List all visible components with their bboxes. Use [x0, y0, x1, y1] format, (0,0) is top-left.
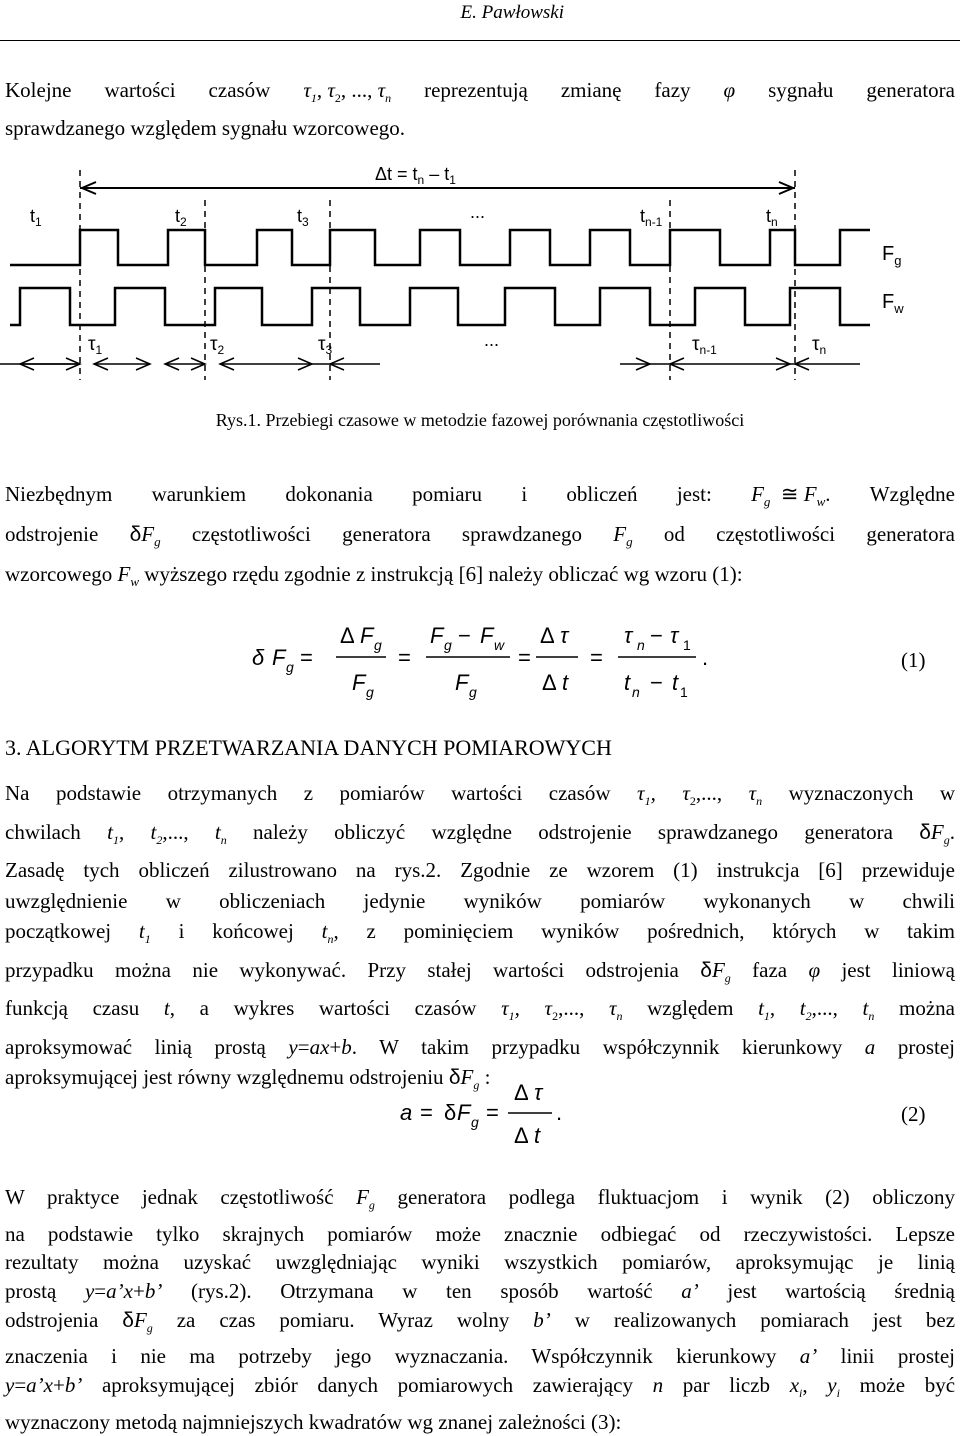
svg-text:g: g: [366, 684, 374, 700]
body2-line-1: W praktyce jednak częstotliwość $F_g$ generatora podlega fluktuacjom i wynik (2) obliczony: [5, 1185, 955, 1213]
svg-text:a: a: [400, 1100, 413, 1125]
svg-text:τ: τ: [534, 1080, 543, 1105]
intro-line-2: sprawdzanego względem sygnału wzorcowego.: [5, 116, 406, 141]
svg-text:F: F: [457, 1100, 471, 1125]
svg-text:Δ: Δ: [542, 670, 557, 695]
equation-1-number: (1): [901, 648, 926, 672]
svg-text:F: F: [360, 623, 374, 648]
svg-text:τ: τ: [624, 623, 633, 648]
svg-text:F: F: [352, 670, 366, 695]
svg-text:−: −: [458, 623, 471, 648]
t-ellipsis: ...: [470, 202, 486, 222]
svg-text:.: .: [702, 645, 709, 670]
body2-line-8: wyznaczony metodą najmniejszych kwadratów wg znanej zależności (3):: [5, 1409, 622, 1434]
svg-text:t: t: [562, 670, 569, 695]
svg-text:t: t: [534, 1123, 541, 1148]
body-paragraph-1: [5, 778, 955, 1101]
tau2-label: $\tau_2$: [210, 334, 225, 357]
body1-line-4: uwzględnienie w obliczeniach jedynie wyników pomiarów wykonanych w chwili: [5, 888, 955, 913]
svg-text:Δ: Δ: [540, 623, 555, 648]
timing-diagram: [0, 160, 960, 400]
tau-ellipsis: ...: [484, 330, 500, 350]
body2-line-3: rezultaty można uzyskać uwzględniając wyniki wszystkich pomiarów, aproksymując je linią: [5, 1250, 955, 1275]
svg-text:F: F: [455, 670, 469, 695]
equation-2-number: (2): [901, 1102, 926, 1126]
svg-text:g: g: [286, 659, 294, 675]
body1-line-3: Zasadę tych obliczeń zilustrowano na rys.2. Zgodnie ze wzorem (1) instrukcja [6] przewiduje: [5, 858, 955, 883]
svg-text:Δ: Δ: [514, 1123, 529, 1148]
svg-text:g: g: [374, 637, 382, 653]
svg-text:n: n: [632, 684, 640, 700]
header-author: E. Pawłowski: [460, 2, 564, 23]
fw-label: $F_w$: [882, 291, 904, 316]
t2-label: $t_2$: [175, 206, 187, 229]
svg-text:τ: τ: [560, 623, 569, 648]
body1-line-7: funkcją czasu t, a wykres wartości czasów $\tau_1$, $\tau_2$,..., $\tau_n$ względem $t_1$, $t_2$,..., $t_n$ można: [5, 996, 955, 1024]
svg-text:F: F: [272, 645, 286, 670]
svg-text:−: −: [650, 670, 663, 695]
section-title: 3. ALGORYTM PRZETWARZANIA DANYCH POMIAROWYCH: [5, 735, 612, 760]
svg-text:=: =: [420, 1100, 433, 1125]
body1-line-1: Na podstawie otrzymanych z pomiarów wartości czasów $\tau_1$, $\tau_2$,..., $\tau_n$ wyznaczonych w: [5, 781, 956, 809]
svg-text:1: 1: [680, 684, 688, 700]
t3-label: $t_3$: [297, 206, 309, 229]
body2-line-5: odstrojenia $\delta F_g$ za czas pomiaru. Wyraz wolny b’ w realizowanych pomiarach jest bez: [5, 1307, 956, 1335]
svg-text:F: F: [480, 623, 494, 648]
svg-text:w: w: [494, 637, 505, 653]
body1-line-6: przypadku można nie wykonywać. Przy stałej wartości odstrojenia $\delta F_g$ faza φ jest liniową: [5, 957, 955, 985]
body2-line-4: prostą y=a’x+b’ (rys.2). Otrzymana w ten sposób wartość a’ jest wartością średnią: [5, 1278, 955, 1303]
taun-label: $\tau_n$: [812, 334, 827, 357]
condition-paragraph: [5, 478, 955, 599]
svg-text:δ: δ: [252, 645, 265, 670]
svg-text:Δ: Δ: [514, 1080, 529, 1105]
svg-text:−: −: [650, 623, 663, 648]
svg-text:=: =: [590, 645, 603, 670]
tn-label: $t_n$: [766, 206, 778, 229]
svg-text:τ: τ: [670, 623, 679, 648]
svg-text:t: t: [672, 670, 679, 695]
cond-line-3: wzorcowego $F_w$ wyższego rzędu zgodnie z instrukcją [6] należy obliczać wg wzoru (1):: [5, 562, 743, 590]
body1-line-8: aproksymować linią prostą y=ax+b. W takim przypadku współczynnik kierunkowy a prostej: [5, 1034, 956, 1059]
svg-text:δ: δ: [444, 1100, 457, 1125]
cond-line-2: odstrojenie $\delta F_g$ częstotliwości generatora sprawdzanego $F_g$ od częstotliwości generatora: [5, 522, 955, 550]
figure-caption: Rys.1. Przebiegi czasowe w metodzie fazowej porównania częstotliwości: [215, 410, 745, 430]
svg-text:g: g: [469, 684, 477, 700]
interval-label: $\Delta t = t_n - t_1$: [375, 164, 456, 187]
body2-line-7: y=a’x+b’ aproksymującej zbiór danych pomiarowych zawierający n par liczb $x_i$, $y_i$ może być: [5, 1372, 956, 1401]
svg-text:F: F: [430, 623, 444, 648]
intro-paragraph: [5, 75, 955, 143]
svg-text:Δ: Δ: [340, 623, 355, 648]
body1-line-5: początkowej $t_1$ i końcowej $t_n$, z pominięciem wyników pośrednich, których w takim: [5, 919, 955, 947]
taun1-label: $\tau_{n-1}$: [692, 334, 717, 357]
svg-text:n: n: [637, 637, 645, 653]
page-header: [0, 0, 960, 41]
svg-text:g: g: [444, 637, 452, 653]
svg-text:g: g: [471, 1114, 479, 1130]
tau3-label: $\tau_3$: [318, 334, 333, 357]
body1-line-9: aproksymującej jest równy względnemu odstrojeniu $\delta F_g$ :: [5, 1065, 491, 1093]
cond-line-1: Niezbędnym warunkiem dokonania pomiaru i obliczeń jest: $F_g$ ≅ $F_w$. Względne: [5, 482, 955, 510]
tau1-label: $\tau_1$: [88, 334, 103, 357]
svg-text:=: =: [486, 1100, 499, 1125]
equation-1: [240, 610, 760, 705]
svg-text:.: .: [556, 1100, 563, 1125]
body-paragraph-2: [5, 1183, 955, 1436]
intro-line-1: Kolejne wartości czasów $\tau_1$, $\tau_2$, ..., $\tau_n$ reprezentują zmianę fazy φ sygnału generatora: [5, 78, 955, 106]
body1-line-2: chwilach $t_1$, $t_2$,..., $t_n$ należy obliczyć względne odstrojenie sprawdzanego generatora $\delta F_g$.: [5, 819, 955, 847]
svg-text:=: =: [518, 645, 531, 670]
t1-label: $t_1$: [30, 206, 42, 229]
svg-text:t: t: [624, 670, 631, 695]
svg-text:1: 1: [683, 637, 691, 653]
body2-line-6: znaczenia i nie ma potrzeby jego wyznaczania. Współczynnik kierunkowy a’ linii prostej: [5, 1344, 955, 1369]
svg-text:=: =: [300, 645, 313, 670]
equation-2: [390, 1075, 590, 1155]
body2-line-2: na podstawie tylko skrajnych pomiarów może znacznie odbiegać od rzeczywistości. Lepsze: [5, 1221, 955, 1246]
tn1-label: $t_{n-1}$: [640, 206, 663, 229]
fg-label: $F_g$: [882, 243, 902, 268]
svg-text:=: =: [398, 645, 411, 670]
